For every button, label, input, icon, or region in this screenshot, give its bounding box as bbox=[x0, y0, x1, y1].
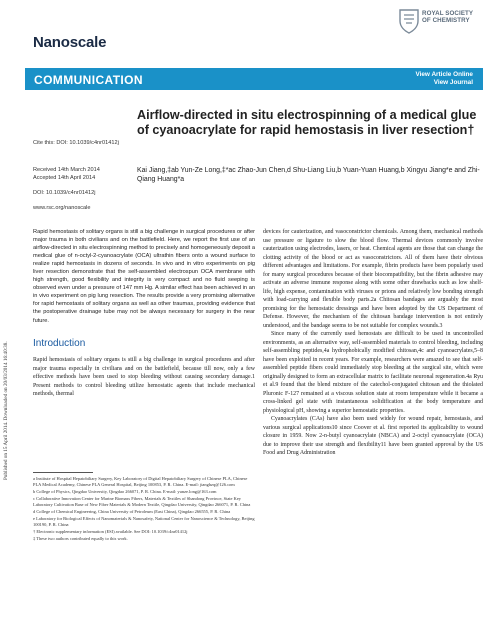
cite-line: Cite this: DOI: 10.1039/c4nr01412j bbox=[33, 140, 119, 146]
footnote-affiliation-a: a Institute of Hospital Hepatobiliary Surgery, Key Laboratory of Digital Hepatobiliary Surgery of Chinese PLA, Chinese PLA Medical Academy, Chinese PLA General Hospital, Beijing 100853, P. R. China. E-mail: jianghzq@126.com bbox=[33, 476, 248, 488]
footnote-equal-contribution: ‡ These two authors contributed equally to this work. bbox=[33, 535, 128, 541]
body-paragraph: Cyanoacrylates (CAs) have also been used widely for wound repair, hemostasis, and various surgical applications10 since Coover et al. first reported its applicability to wound closure in 1959. Now 2-n-butyl cyanoacrylate (NBCA) and 2-octyl cyanoacrylate (OCA) due to improve their use strength and flexibility11 have been granted approval by the US Food and Drug Administration bbox=[263, 416, 483, 456]
article-title: Airflow-directed in situ electrospinning of a medical glue of cyanoacrylate for rapid hemostasis in liver resection† bbox=[137, 108, 477, 137]
banner-links bbox=[415, 71, 473, 87]
side-note-text: Published on 15 April 2014. Downloaded on 20/03/2014 16:40:38. bbox=[3, 341, 9, 480]
article-type-label: COMMUNICATION bbox=[34, 73, 143, 87]
accepted-date: Accepted 14th April 2014 bbox=[33, 175, 96, 181]
view-journal-link[interactable]: View Journal bbox=[433, 79, 473, 86]
body-right-column bbox=[263, 228, 483, 458]
footnote-affiliation-d: d College of Chemical Engineering, China University of Petroleum (East China), Qingdao 266555, P. R. China bbox=[33, 509, 231, 515]
body-paragraph: devices for cauterization, and vasoconstrictor chemicals. Among them, mechanical methods use pressure or ligature to slow the blood flow. Thermal devices commonly involve cauterization using electrodes, lasers, or heat. Chemical agents are those that can change the clotting activity of the blood or act as vasoconstrictors. All of them have their obvious different advantages and limitations. For example, fibrin products have been popularly used for many surgical procedures because of their biocompatibility, but the fibrin adhesive may activate an adverse immune response along with some other drawbacks such as low shelf-life, high expense, contamination with viruses or prions and relatively low bonding strength with load-carrying and flexible body parts.2a Chitosan bandages are arguably the most promising for the hemostatic dressings and have been adopted by the US Department of Defense. However, the mechanism of the chitosan bandage intervention is not entirely understood, and the bandage seems to be not suitable for complex wounds.3 bbox=[263, 229, 483, 329]
footnote-esi[interactable]: † Electronic supplementary information (ESI) available. See DOI: 10.1039/c4nr01412j bbox=[33, 529, 188, 535]
footnote-divider bbox=[33, 472, 93, 473]
article-type-banner bbox=[25, 68, 483, 90]
footnote-affiliation-b: b College of Physics, Qingdao University, Qingdao 266071, P. R. China. E-mail: yunze.long@163.com bbox=[33, 489, 217, 495]
doi-line[interactable]: DOI: 10.1039/c4nr01412j bbox=[33, 190, 96, 196]
journal-title[interactable]: Nanoscale bbox=[33, 34, 107, 51]
introduction-heading: Introduction bbox=[33, 338, 86, 349]
introduction-text: Rapid hemostasis of solitary organs is still a big challenge in surgical procedures and after major trauma especially in civilians and on the battlefield, because till now, only a few effective methods have been used to stop bleeding without causing secondary damage.1 Present methods to control bleeding utilize hemostatic agents that include mechanical methods, thermal bbox=[33, 357, 255, 397]
footnotes bbox=[33, 476, 255, 543]
received-date: Received 14th March 2014 bbox=[33, 167, 100, 173]
footnote-affiliation-e: e Laboratory for Biological Effects of Nanomaterials & Nanosafety, National Center for Nanoscience & Technology, Beijing 100190, P. R. China bbox=[33, 515, 255, 528]
author-list: Kai Jiang,‡ab Yun-Ze Long,‡*ac Zhao-Jun Chen,d Shu-Liang Liu,b Yuan-Yuan Huang,b Xingyu Jiang*e and Zhi-Qiang Huang*a bbox=[137, 167, 480, 183]
rsc-logo[interactable] bbox=[398, 6, 480, 36]
publication-side-note bbox=[3, 150, 11, 480]
footnote-affiliation-c: c Collaborative Innovation Center for Marine Biomass Fibers, Materials & Textiles of Shandong Province, State Key Laboratory Cultivation Base of New Fiber Materials & Modern Textile, Qingdao University, Qingdao 266071, P. R. China bbox=[33, 495, 251, 508]
logo-text bbox=[422, 10, 478, 24]
body-paragraph: Since many of the currently used hemostats are difficult to be used in uncontrolled environments, as an alternative way, self-assembled materials to control bleeding, including self-assembling peptides,4a hydrophobically modified chitosan,4c and cyanoacrylates,5–8 have been exploited in recent years. For example, researchers were amazed to see that self-assembled peptide fibers could immediately stop bleeding at the surgical site, which were originally designed to form an extracellular matrix to facilitate neuronal regeneration.4a Ryu et al.9 found that the blend mixture of the catechol-conjugated chitosan and the thiolated Pluronic F-127 remained at a viscous solution state at room temperature while it became a cross-linked gel state with instantaneous solidification at the body temperature and physiological pH, showing a superior hemostatic properties. bbox=[263, 331, 483, 414]
abstract: Rapid hemostasis of solitary organs is still a big challenge in surgical procedures or after major trauma in both civilians and on the battlefield. Here, we report the first use of an airflow-directed in situ electrospinning method to precisely and homogeneously deposit a medical glue of n-octyl-2-cyanoacrylate (OCA) ultrathin fibers onto a wound surface to realize rapid hemostasis in dozens of seconds. In vivo and in vitro experiments on pig liver resection demonstrate that the self-assembled electrospun OCA membrane with high strength, good flexibility and integrity is very compact and no fluid seeping is observed even under a pressure of 147 mm Hg. A similar effect has been achieved in an in vivo experiment on pig lung resection. The results provide a very promising alternative for rapid hemostasis of solitary organs as well as other traumas, providing evidence that the postoperative drainage tube may not be always necessary for surgery in the near future. bbox=[33, 229, 255, 324]
journal-url[interactable]: www.rsc.org/nanoscale bbox=[33, 205, 91, 211]
crest-icon bbox=[398, 8, 420, 34]
logo-text-label: ROYAL SOCIETY OF CHEMISTRY bbox=[422, 10, 474, 24]
view-article-online-link[interactable]: View Article Online bbox=[415, 71, 473, 78]
